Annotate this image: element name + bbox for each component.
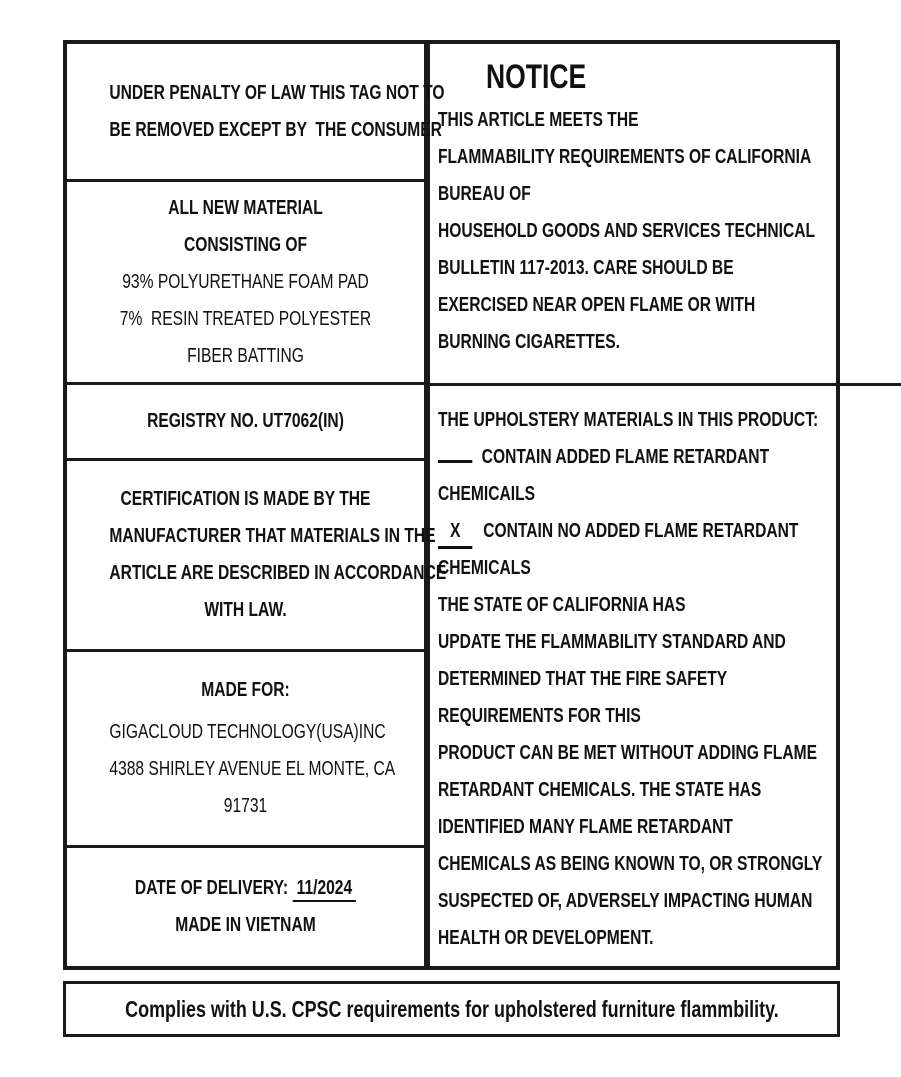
text-line: THIS ARTICLE MEETS THE <box>438 109 639 131</box>
checked-blank: X <box>438 516 472 549</box>
made-for-address <box>71 714 420 825</box>
text-line: SUSPECTED OF, ADVERSELY IMPACTING HUMAN <box>438 890 813 912</box>
text-line: CONTAIN ADDED FLAME RETARDANT <box>438 439 822 476</box>
certification-section <box>67 461 447 652</box>
text-line: ARTICLE ARE DESCRIBED IN ACCORDANCE <box>109 562 447 584</box>
material-section <box>67 182 424 385</box>
text-line: 7% RESIN TREATED POLYESTER <box>119 307 372 330</box>
text-line: REQUIREMENTS FOR THIS <box>438 705 641 727</box>
registry-number: REGISTRY NO. UT7062(IN) <box>147 410 344 432</box>
notice-section <box>430 44 901 386</box>
text-line: BE REMOVED EXCEPT BY THE CONSUMER <box>109 118 442 141</box>
text-line: PRODUCT CAN BE MET WITHOUT ADDING FLAME <box>438 742 817 764</box>
text-line: THE UPHOLSTERY MATERIALS IN THIS PRODUCT: <box>438 409 819 431</box>
delivery-section <box>67 848 424 966</box>
text-line: DETERMINED THAT THE FIRE SAFETY <box>438 668 728 690</box>
text-line: FIBER BATTING <box>187 344 304 367</box>
delivery-line <box>109 870 381 907</box>
cpsc-compliance-bar <box>63 981 840 1037</box>
made-for-heading: MADE FOR: <box>201 679 290 701</box>
text-line: BURNING CIGARETTES. <box>438 331 621 353</box>
text-line: CERTIFICATION IS MADE BY THE <box>120 488 371 510</box>
text-line: EXERCISED NEAR OPEN FLAME OR WITH <box>438 294 756 316</box>
text-line: MANUFACTURER THAT MATERIALS IN THE <box>109 525 436 547</box>
text-line: GIGACLOUD TECHNOLOGY(USA)INC <box>109 721 386 743</box>
text-line: UPDATE THE FLAMMABILITY STANDARD AND <box>438 631 786 653</box>
left-column <box>67 44 447 966</box>
notice-body <box>438 102 901 361</box>
text-line: WITH LAW. <box>204 599 287 621</box>
delivery-label: DATE OF DELIVERY: <box>134 877 289 899</box>
text-line: HEALTH OR DEVELOPMENT. <box>438 927 654 949</box>
text-line: UNDER PENALTY OF LAW THIS TAG NOT TO <box>109 81 445 104</box>
text-line: BULLETIN 117-2013. CARE SHOULD BE <box>438 257 734 279</box>
material-heading <box>71 190 420 264</box>
right-column <box>430 44 901 966</box>
law-label <box>63 40 840 970</box>
text-line: THE STATE OF CALIFORNIA HAS <box>438 594 686 616</box>
text-line: X CONTAIN NO ADDED FLAME RETARDANT <box>438 513 822 550</box>
made-in-origin: MADE IN VIETNAM <box>175 914 316 936</box>
text-line: 93% POLYURETHANE FOAM PAD <box>122 270 369 293</box>
material-content <box>71 264 420 375</box>
flame-retardant-section <box>430 386 901 966</box>
text-line: ALL NEW MATERIAL <box>168 196 323 219</box>
text-line: FLAMMABILITY REQUIREMENTS OF CALIFORNIA <box>438 146 812 168</box>
text-line: HOUSEHOLD GOODS AND SERVICES TECHNICAL <box>438 220 816 242</box>
text-line: BUREAU OF <box>438 183 531 205</box>
penalty-section <box>67 44 445 182</box>
text-line: CHEMICAILS <box>438 483 536 505</box>
text-line: CHEMICALS <box>438 557 531 579</box>
cpsc-compliance-text: Complies with U.S. CPSC requirements for upholstered furniture flammbility. <box>124 995 779 1022</box>
text-line: 91731 <box>223 795 268 817</box>
made-for-section <box>67 652 424 848</box>
text-line: CONSISTING OF <box>183 233 308 256</box>
empty-blank <box>438 448 472 463</box>
delivery-date: 11/2024 <box>293 877 356 902</box>
text-line: RETARDANT CHEMICALS. THE STATE HAS <box>438 779 762 801</box>
notice-title: NOTICE <box>486 58 587 96</box>
text-line: IDENTIFIED MANY FLAME RETARDANT <box>438 816 733 838</box>
text-line: 4388 SHIRLEY AVENUE EL MONTE, CA <box>109 758 396 780</box>
text-line: CHEMICALS AS BEING KNOWN TO, OR STRONGLY <box>438 853 823 875</box>
registry-section <box>67 385 424 461</box>
